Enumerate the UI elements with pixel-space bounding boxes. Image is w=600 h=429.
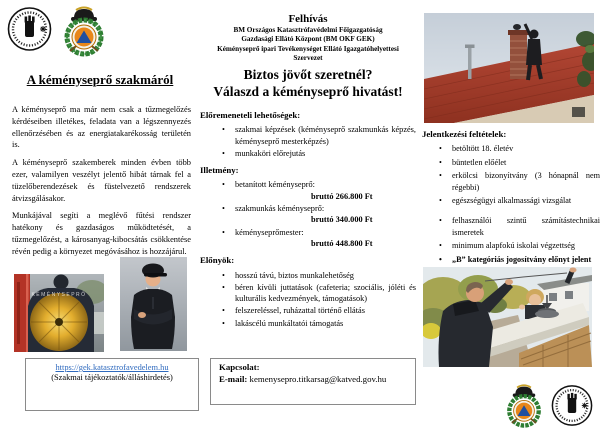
- list-item: • felhasználói szintű számítástechnikai ismeretek: [452, 215, 600, 238]
- salary-item: [235, 179, 416, 202]
- disaster-management-logo-icon: [503, 384, 545, 429]
- contact-heading: Kapcsolat:: [219, 362, 260, 372]
- list-item: • betöltött 18. életév: [452, 143, 600, 155]
- requirements-section: [422, 143, 600, 267]
- list-item: • egészségügyi alkalmassági vizsgálat: [452, 195, 600, 207]
- org-line: Szervezet: [293, 54, 323, 63]
- requirements-heading: Jelentkezési feltételek:: [422, 129, 507, 139]
- flyer-header: [200, 12, 416, 100]
- org-line: BM Országos Katasztrófavédelmi Főigazgatóság: [233, 26, 383, 34]
- flyer-details: [200, 110, 416, 335]
- paragraph: Munkájával segíti a meglévő fűtési rendszer hatékony és gazdaságos működtetését, a tűzmegelőzést, a károsanyag-kibocsátás csökkentése révén pedig a környezet megóvásához is hozzájárul.: [12, 211, 191, 256]
- salary-amount: bruttó 266.800 Ft: [311, 191, 373, 201]
- benefits-heading: Előnyök:: [200, 255, 235, 266]
- headline-call-to-action: Válaszd a kéményseprő hivatást!: [213, 83, 403, 99]
- org-line: Gazdasági Ellátó Központ (BM OKF GEK): [241, 35, 375, 44]
- paragraph: A kéményseprő szakemberek minden évben több ezer, valamilyen veszélyt jelentő hibát tárnak fel a tüzelőberendezések és füstelvezető rendszerek átvizsgálásakor.: [12, 158, 191, 203]
- contact-info-box: [210, 358, 416, 405]
- advancement-list: [200, 124, 416, 159]
- gek-website-link[interactable]: https://gek.katasztrofavedelem.hu: [55, 363, 169, 372]
- header-logos: [7, 6, 108, 58]
- chimney-sweep-seal-logo-icon: [551, 384, 593, 427]
- list-item: • lakáscélú munkáltatói támogatás: [235, 318, 416, 329]
- photo-sweep-on-red-roof: [424, 13, 594, 123]
- salary-amount: bruttó 448.800 Ft: [311, 238, 373, 248]
- flyer-title: Felhívás: [288, 13, 328, 25]
- list-item: • minimum alapfokú iskolai végzettség: [452, 240, 600, 252]
- salary-list: [200, 179, 416, 249]
- requirements-list: [422, 143, 600, 265]
- headline-question: Biztos jövőt szeretnél?: [243, 66, 373, 82]
- paragraph: A kéményseprő ma már nem csak a tűzmegelőzés kérdéseiben illetékes, feladata van a légszennyezés ellenőrzésében és az energiatakarékosság területén is.: [12, 105, 191, 150]
- contact-email-row: [219, 374, 415, 386]
- email-label: E-mail:: [219, 373, 248, 384]
- website-info-box: [25, 358, 199, 411]
- list-item: • erkölcsi bizonyítvány (3 hónapnál nem régebbi): [452, 170, 600, 193]
- chimney-sweep-seal-logo-icon: [7, 6, 52, 52]
- list-item: • büntetlen előélet: [452, 157, 600, 169]
- salary-grade: betanított kéményseprő:: [235, 180, 315, 190]
- salary-heading: Illetmény:: [200, 165, 239, 176]
- left-column-title: A kéményseprő szakmáról: [26, 72, 174, 87]
- salary-amount: bruttó 340.000 Ft: [311, 215, 373, 225]
- salary-grade: kéményseprőmester:: [235, 227, 304, 237]
- disaster-management-logo-icon: [60, 6, 108, 58]
- org-line: Kéményseprő ipari Tevékenységet Ellátó Igazgatóhelyettesi: [217, 44, 399, 53]
- profession-description: [12, 104, 191, 264]
- list-item: • szakmai képzések (kéményseprő szakmunkás képzés, kéményseprő mesterképzés): [235, 124, 416, 147]
- advancement-heading: Előremeneteli lehetőségek:: [200, 110, 301, 120]
- list-item: • béren kívüli juttatások (cafeteria; szociális, jóléti és kulturális kedvezmények, támogatások): [235, 282, 416, 305]
- email-address: kemenysepro.titkarsag@katved.gov.hu: [249, 373, 387, 384]
- list-item: • munkaköri előrejutás: [235, 148, 416, 159]
- salary-grade: szakmunkás kéményseprő:: [235, 204, 325, 214]
- list-item: • hosszú távú, biztos munkalehetőség: [235, 270, 416, 281]
- salary-item: [235, 227, 416, 250]
- list-item: • felszereléssel, ruházattal történő ellátás: [235, 305, 416, 316]
- salary-item: [235, 203, 416, 226]
- list-item: • „B” kategóriás jogosítvány előnyt jelent: [452, 254, 600, 266]
- photo-chimney-sweep-portrait: [120, 257, 187, 351]
- footer-logos: [503, 384, 593, 429]
- benefits-list: [200, 270, 416, 329]
- website-link-note: (Szakmai tájékoztatók/álláshirdetés): [51, 373, 173, 382]
- website-link-row: [26, 363, 198, 372]
- photo-sweeps-working-at-chimney: [423, 267, 592, 367]
- jacket-label-text: KÉMÉNYSEPRŐ: [31, 292, 87, 298]
- photo-chimney-sweep-brush: [14, 274, 104, 352]
